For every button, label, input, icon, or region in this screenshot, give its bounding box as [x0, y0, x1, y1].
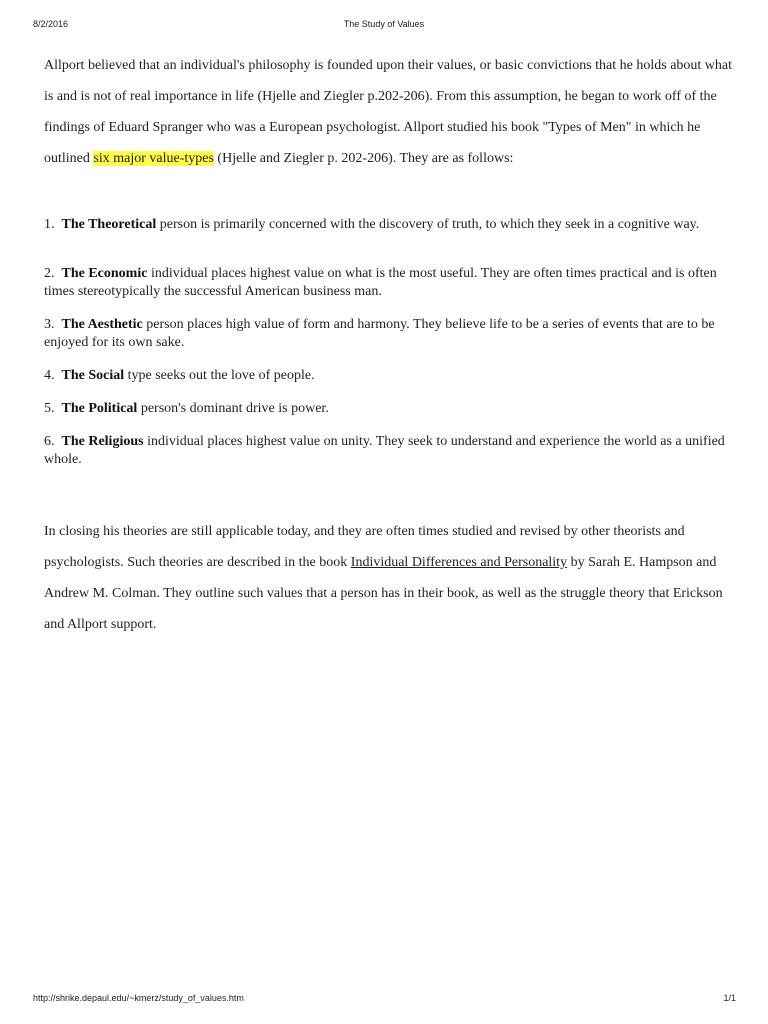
intro-paragraph	[44, 50, 734, 174]
closing-text-1: In closing his theories are still applicable today, and they are often times studied and revised by other theorists and psychologists. Such theories are described in the book	[44, 524, 685, 570]
item-number: 6.	[44, 434, 55, 449]
value-type-item	[44, 316, 734, 352]
highlighted-text: six major value-types	[93, 151, 214, 166]
page-header-date: 8/2/2016	[33, 19, 69, 29]
page-footer-url: http://shrike.depaul.edu/~kmerz/study_of_values.htm	[33, 993, 244, 1003]
document-body	[44, 50, 734, 632]
value-type-item	[44, 400, 734, 418]
item-number: 5.	[44, 401, 55, 416]
item-text: person's dominant drive is power.	[137, 401, 329, 416]
closing-text-2: by Sarah E. Hampson and Andrew M. Colman. They outline such values that a person has in their book, as well as the struggle theory that Erickson and Allport support.	[44, 555, 723, 632]
item-number: 2.	[44, 266, 55, 281]
intro-text-1: Allport believed that an individual's philosophy is founded upon their values, or basic convictions that he holds about what is and is not of real importance in life (Hjelle and Ziegler p.202-206). From this assumption, he began to work off of the findings of Eduard Spranger who was a European psychologist. Allport studied his book "Types of Men" in which he outlined	[44, 58, 733, 166]
item-text: individual places highest value on unity. They seek to understand and experience the world as a unified whole.	[44, 434, 725, 467]
value-type-item	[44, 367, 734, 385]
item-text: type seeks out the love of people.	[124, 368, 315, 383]
item-name: The Social	[61, 368, 125, 383]
page-footer-page-number: 1/1	[723, 993, 736, 1003]
item-number: 1.	[44, 217, 55, 232]
item-number: 4.	[44, 368, 55, 383]
item-name: The Religious	[61, 434, 144, 449]
book-title-link[interactable]: Individual Differences and Personality	[350, 555, 568, 570]
item-name: The Economic	[61, 266, 148, 281]
item-name: The Theoretical	[61, 217, 157, 232]
item-number: 3.	[44, 317, 55, 332]
intro-text-2: (Hjelle and Ziegler p. 202-206). They are as follows:	[213, 151, 514, 166]
item-name: The Political	[61, 401, 138, 416]
value-type-item	[44, 265, 734, 301]
item-text: person is primarily concerned with the discovery of truth, to which they seek in a cognitive way.	[156, 217, 700, 232]
item-text: person places high value of form and harmony. They believe life to be a series of events that are to be enjoyed for its own sake.	[44, 317, 715, 350]
item-text: individual places highest value on what is the most useful. They are often times practical and is often times stereotypically the successful American business man.	[44, 266, 717, 299]
value-type-item	[44, 216, 734, 234]
page-header-title: The Study of Values	[343, 19, 425, 29]
value-type-item	[44, 433, 734, 469]
item-name: The Aesthetic	[61, 317, 143, 332]
closing-paragraph	[44, 516, 734, 640]
